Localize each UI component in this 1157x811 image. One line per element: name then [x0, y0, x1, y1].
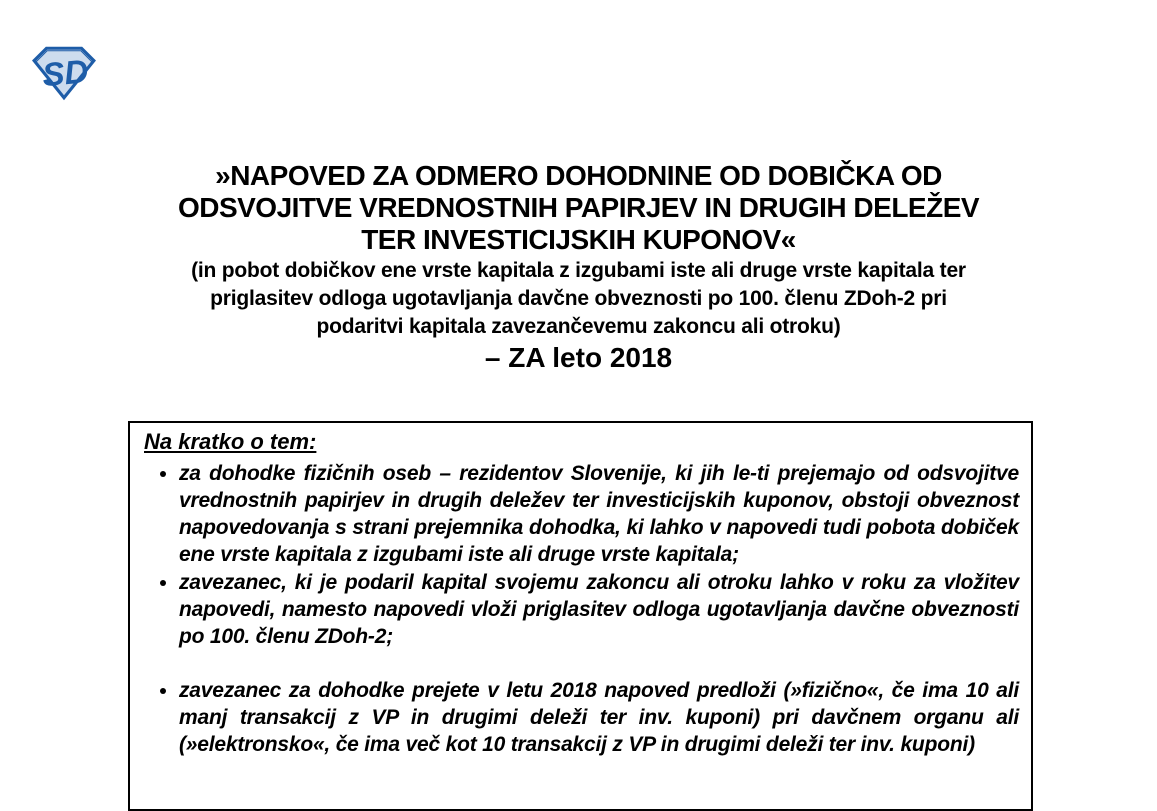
page-subtitle-line-3: podaritvi kapitala zavezančevemu zakoncu ali otroku) [316, 315, 841, 338]
summary-bullet-2: • zavezanec, ki je podaril kapital svojemu zakoncu ali otroku lahko v roku za vložitev napovedi, namesto napovedi vloži priglasitev odloga ugotavljanja davčne obveznosti po 100. členu ZDoh-2; [179, 569, 1019, 650]
page-subtitle-line-2: priglasitev odloga ugotavljanja davčne obveznosti po 100. členu ZDoh-2 pri [210, 287, 947, 310]
sd-logo-icon [31, 44, 97, 102]
year-line: – ZA leto 2018 [484, 342, 673, 373]
page-subtitle-line-1: (in pobot dobičkov ene vrste kapitala z izgubami iste ali druge vrste kapitala ter [191, 259, 966, 282]
page-title-line-2: ODSVOJITVE VREDNOSTNIH PAPIRJEV IN DRUGIH DELEŽEV [177, 192, 980, 223]
page-title-line-3: TER INVESTICIJSKIH KUPONOV« [361, 224, 796, 255]
summary-bullet-list [142, 460, 1019, 758]
summary-box [128, 421, 1033, 811]
page-title-line-1: »NAPOVED ZA ODMERO DOHODNINE OD DOBIČKA OD [215, 160, 942, 191]
header-block [0, 0, 1157, 373]
summary-bullet-1: • za dohodke fizičnih oseb – rezidentov Slovenije, ki jih le-ti prejemajo od odsvojitve vrednostnih papirjev in drugih deležev ter investicijskih kuponov, obstoji obveznost napovedovanja s strani prejemnika dohodka, ki lahko v napovedi tudi pobota dobiček ene vrste kapitala z izgubami iste ali druge vrste kapitala; [179, 460, 1019, 568]
summary-box-heading: Na kratko o tem: [144, 429, 317, 454]
summary-bullet-3: • zavezanec za dohodke prejete v letu 2018 napoved predloži (»fizično«, če ima 10 ali manj transakcij z VP in drugimi deleži ter inv. kuponi) pri davčnem organu ali (»elektronsko«, če ima več kot 10 transakcij z VP in drugimi deleži ter inv. kuponi) [179, 677, 1019, 758]
logo-letters: SD [40, 52, 90, 94]
